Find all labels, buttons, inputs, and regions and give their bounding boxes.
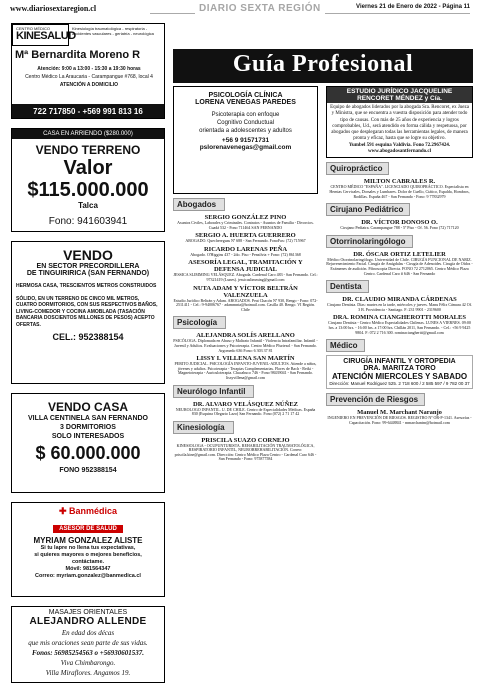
section-otorrino: Otorrinolaringólogo bbox=[326, 235, 413, 248]
precordillera-cel: CEL.: 952388154 bbox=[52, 332, 124, 342]
listing-entry bbox=[173, 232, 318, 244]
estudio-juridico-ad bbox=[326, 86, 473, 158]
ad-heading-1: PSICOLOGÍA CLÍNICA bbox=[208, 92, 283, 99]
listing-entry bbox=[173, 332, 318, 353]
ad-line-2: Cognitivo Conductual bbox=[216, 120, 275, 126]
section-kinesiologia: Kinesiología bbox=[173, 421, 234, 434]
section-medico: Médico bbox=[326, 339, 365, 352]
listing-name: DR. ALVARO VELÁSQUEZ NÚÑEZ bbox=[193, 400, 298, 408]
site-url[interactable]: www.diariosextaregion.cl bbox=[10, 4, 97, 13]
listing-details: PSICÓLOGA. Diplomada en Abuso y Maltrato Infantil - Violencia Intrafamiliar. Infantil - Juvenil y Adultos. Evaluaciones y Psicoterapia. Centro Médico Pluriesol - San Fernando. Argomedo 636 Fono: 6 303 37 81 bbox=[173, 338, 318, 353]
listing-name: DR. CLAUDIO MIRANDA CÁRDENAS bbox=[342, 296, 457, 304]
logo-big-text: KINESALUD bbox=[16, 30, 76, 42]
logo-small-text: CENTRO MÉDICO bbox=[16, 26, 50, 31]
listing-entry bbox=[173, 246, 318, 258]
listing-details: NEUROLOGO INFANTIL. U. DE CHILE. Centro de Especialidades Médicas. España 830 (Esquina Olegario Lazo) San Fernando. Fono (072) 2 71 17 42 bbox=[175, 406, 316, 417]
section-cirujano-pediatrico: Cirujano Pediátrico bbox=[326, 203, 410, 216]
ad-heading-2: LORENA VENEGAS PAREDES bbox=[195, 99, 296, 106]
newspaper-name: DIARIO SEXTA REGIÓN bbox=[195, 3, 325, 14]
banmedica-email: Correo: myriam.gonzalez@banmedica.cl bbox=[35, 573, 141, 579]
estudio-text: Equipo de abogados liderados por la abogada Sra. Rencoret, ex Jueza y Ministra, que se encuentra a vuestra disposición para atender todo tipo de causas. Con más de 25 años de experiencia y logros comprobables, Ud., será atendido en forma cálida y respetuosa, por abogados que desplegaran todas las herramientas legales, de manera pronta y eficaz, hasta que se logre su objetivo. bbox=[330, 105, 469, 142]
kine-phone: 722 717850 - +569 991 813 16 bbox=[12, 104, 164, 118]
listing-entry bbox=[326, 314, 473, 335]
masajes-heading: MASAJES ORIENTALES bbox=[48, 609, 128, 616]
medico-name: DRA. MARITZA TORO bbox=[363, 365, 436, 373]
estudio-heading: ESTUDIO JURÍDICO JACQUELINE RENCORET MÉNDEZ y Cía. bbox=[327, 87, 472, 103]
listing-name: RICARDO LARENAS PEÑA bbox=[203, 245, 288, 253]
location-line: DE TINGUIRIRICA (SAN FERNANDO) bbox=[26, 270, 150, 277]
listing-name: NUTA ADAM Y VÍCTOR BELTRÁN VALENZUELA bbox=[193, 284, 298, 299]
kinesalud-logo bbox=[12, 24, 76, 46]
asesor-name: MYRIAM GONZALEZ ALISTE bbox=[33, 536, 143, 545]
listing-details: PERITO JUDICIAL. PSICOLOGÍA INFANTO-JUVENIL-ADULTOS. Atiende a niños, jóvenes y adultos. Psicoterapia - Terapias Complementarias. Flores de Bach - Reiki - Magnetoterapia - Auriculoterapia. Chacabuco 746 - Fono 98439041 - San Fernando. lissyvillena@gmail.com bbox=[174, 361, 317, 380]
section-neurologo: Neurólogo Infantil bbox=[173, 385, 254, 398]
vendo-casa-phone: FONO 952388154 bbox=[59, 467, 117, 474]
psicologia-clinica-ad bbox=[173, 86, 318, 194]
ad-line-1: Psicoterapia con enfoque bbox=[211, 112, 280, 118]
listing-details: INGENIERO EN PREVENCIÓN DE RIESGOS. REGISTRO Nº OR-P-1341. Asesorías - Capacitación. Fono: 99-6448841 - mmarchantm@hotmail.com bbox=[327, 415, 472, 425]
listing-entry bbox=[173, 437, 318, 462]
guia-title: Guía Profesional bbox=[173, 49, 473, 83]
masajes-name: ALEJANDRO ALLENDE bbox=[29, 616, 147, 627]
section-dentista: Dentista bbox=[326, 280, 369, 293]
house-desc-2: SÓLIDO, EN UN TERRENO DE CINCO MIL METROS, CUATRO DORMITORIOS, CON SUS RESPECTIVOS BAÑOS, LIVING-COMEDOR Y COCINA AMOBLADA (TASACIÓN BANCARIA DOSCIENTOS MILLONES DE PESOS) ACEPTO OFERTAS. bbox=[16, 295, 158, 328]
terreno-phone: Fono: 941603941 bbox=[48, 216, 128, 227]
listing-name: PRISCILA SUAZO CORNEJO bbox=[201, 436, 290, 444]
vendo-casa-interested: SOLO INTERESADOS bbox=[51, 433, 125, 440]
sector-line: EN SECTOR PRECORDILLERA bbox=[36, 263, 140, 270]
banmedica-line-2: si quieres mayores o mejores beneficios, bbox=[34, 552, 142, 558]
terreno-price: Valor $115.000.000 bbox=[27, 157, 149, 201]
listing-name: DR. VÍCTOR DONOSO O. bbox=[361, 219, 438, 227]
terreno-ad bbox=[11, 128, 165, 232]
vendo-casa-ad bbox=[11, 393, 165, 493]
listing-entry bbox=[326, 219, 473, 231]
terreno-city: Talca bbox=[78, 201, 98, 210]
middle-column bbox=[173, 86, 318, 462]
estudio-web[interactable]: www.abogadosantfernando.cl bbox=[367, 149, 432, 155]
masajes-line-5: Villa Miraflores. Angamos 19. bbox=[45, 669, 131, 677]
section-quiropractico: Quiropráctico bbox=[326, 162, 389, 175]
vendo-heading: VENDO bbox=[63, 247, 113, 263]
listing-name: DRA. ROMINA CIANGHEROTTI MORALES bbox=[333, 314, 466, 322]
listing-details: Cirujano Dentista. Días: martes en la tarde, miércoles y jueves. Manu Félix Cámara 42 Of. 3 B. Providencia - Santiago. F: 231 9901 - 2319600 bbox=[326, 302, 473, 312]
left-column bbox=[11, 23, 165, 692]
vendo-casa-title: VENDO CASA bbox=[47, 400, 128, 414]
medico-ad bbox=[326, 355, 473, 389]
ad-email[interactable]: pslorenavenegas@gmail.com bbox=[199, 144, 292, 151]
ad-phone: +56 9 91571731 bbox=[221, 137, 270, 144]
masajes-phones: Fonos: 56985254563 o +56930601537. bbox=[31, 649, 145, 657]
terreno-title: VENDO TERRENO bbox=[35, 143, 141, 157]
vendo-casa-price: $ 60.000.000 bbox=[35, 443, 141, 463]
medico-attention: ATENCIÓN MIERCOLES Y SABADO bbox=[331, 372, 468, 382]
vendo-casa-villa: VILLA CENTINELA SAN FERNANDO bbox=[27, 415, 149, 422]
section-prevencion: Prevención de Riesgos bbox=[326, 393, 425, 406]
precordillera-ad bbox=[11, 241, 165, 384]
kine-attention: ATENCIÓN A DOMICILIO bbox=[59, 82, 119, 88]
kinesalud-ad bbox=[11, 23, 165, 119]
listing-entry bbox=[173, 259, 318, 282]
listing-entry bbox=[173, 355, 318, 380]
banmedica-brand: Banmédica bbox=[69, 506, 118, 516]
listing-name: LISSY I. VILLENA SAN MARTÍN bbox=[196, 355, 295, 363]
section-abogados: Abogados bbox=[173, 198, 225, 211]
listing-name: ASESORÍA LEGAL, TRAMITACIÓN Y DEFENSA JUDICIAL bbox=[188, 259, 303, 274]
listing-name: DR. ÓSCAR ORTIZ LETELIER bbox=[353, 250, 446, 258]
masajes-line-1: En edad dos décas bbox=[61, 629, 115, 637]
listing-entry bbox=[326, 296, 473, 312]
listing-name: SERGIO A. HUERTA GUERRERO bbox=[195, 232, 296, 240]
medico-address: Dirección: Manuel Rodriguez 525. 2 718 600 / 2 585 597 / 9 782 00 37 bbox=[329, 381, 470, 387]
listing-entry bbox=[173, 285, 318, 313]
listing-entry bbox=[326, 178, 473, 199]
listing-entry bbox=[326, 409, 473, 425]
listing-details: Estudio Jurídico Beltrán y Adam. ABOGADOS. Peat Chacón Nº 930, Rengo - Fono: 072-2511411 - Cel.: 9-94006767 · adammnta@hotmail.com. Casilla 40. Rengo. VI Región. Chile bbox=[173, 297, 318, 312]
banmedica-logo bbox=[12, 506, 164, 517]
estudio-phone: Yumbel 591 esquina Valdivia. Fono 72.2967424. bbox=[348, 142, 451, 148]
listing-name: Manuel M. Marchant Naranjo bbox=[357, 409, 442, 417]
listing-name: ALEJANDRA SOLÍS ARELLANO bbox=[196, 332, 295, 340]
listing-details: Médico Otorrinolaringólogo. Universidad de Chile. CIRUGÍA FUNCIONAL DE NARIZ. Rejuvenecimiento Facial. Cirugía de Amígdalas - Cirugía de Adenoides. Cirugía de Oídos - Exámenes de audición. Fibroscopia Directa. FONO 72 2712065. Centro Médico Plaza Centro. Cardenal Caro # 646 - San Fernando bbox=[326, 256, 473, 276]
casa-arriendo-bar: CASA EN ARRIENDO ($280.000) bbox=[12, 129, 164, 139]
vendo-casa-rooms: 3 DORMITORIOS bbox=[60, 424, 116, 431]
listing-entry bbox=[173, 214, 318, 230]
banmedica-icon: ✚ bbox=[58, 506, 69, 516]
kine-description: Kinesiología traumatológica - respiratoria - accidentes vasculares - geriatría - neurológica bbox=[72, 26, 154, 36]
masajes-ad bbox=[11, 606, 165, 683]
banmedica-mobile: Móvil: 981564347 bbox=[65, 566, 111, 572]
listing-details: KINESIOLOGA - OCUPUNTURISTA. REHABILITACIÓN TRAUMATOLÓGICA, RESPIRATORIO INFANTIL, NEURORREHABILITACIÓN. Correo: priscila.kine@gmail.com. Dirección: Centro Médico Plaza Centro - Cardenal Caro 646 - San Fernando - Fono: 975877584 bbox=[174, 442, 317, 462]
asesor-bar: ASESOR DE SALUD bbox=[53, 525, 123, 533]
banmedica-line-1: Si tu lapre no llena tus expectativas, bbox=[40, 545, 136, 551]
house-desc-1: HERMOSA CASA, TRESCIENTOS METROS CONSTRUIDOS bbox=[16, 283, 157, 289]
listing-details: ABOGADO. Quechereguas Nº 688 - San Fernando. FonoFax: (72) 715967 bbox=[185, 238, 306, 244]
banmedica-ad bbox=[11, 502, 165, 597]
kine-name: Mª Bernardita Moreno R bbox=[15, 49, 141, 61]
kine-address: Centro Médico La Araucaria - Carampangue #768, local 4 bbox=[25, 74, 153, 80]
listing-details: JESSICA SLIMMING VELÁSQUEZ. Abogada. Cardenal Caro 483 - San Fernando. Cel.: 97321419 (Lunes). jessicaslimming@gmail.com bbox=[173, 272, 318, 282]
masajes-line-2: que mis oraciones sean parte de sus vidas. bbox=[28, 639, 148, 647]
listing-entry bbox=[326, 251, 473, 276]
section-psicologia: Psicología bbox=[173, 316, 226, 329]
listing-details: Asuntos Civiles, Laborales y Criminales. Contratos - Asuntos de Familia - Divorcios. Cuadá 532 - Fono 711464 SAN FERNANDO bbox=[177, 220, 314, 230]
listing-entry bbox=[173, 401, 318, 417]
kine-hours: Atención: 9:00 a 13:00 - 15:30 a 19:30 horas bbox=[37, 66, 141, 72]
listing-details: Cirujano Pediatra. Carampangue 788 - 5º Piso - Of. 56. Fono (72) 717120 bbox=[340, 225, 459, 231]
banmedica-line-3: contáctame. bbox=[71, 559, 105, 565]
listing-details: Cirujano Dentista - Centro Médico Especialidades Chilenas. LUNES A VIERNES. 09:00 hrs. a 13:00 hrs. - 16:00 hrs. a 17:00 hrs. Chillán 2011, San Fernando. - Cel.: +56 9 9425 9804. F: 072 2 716 300. rominacianghertti@gmail.com bbox=[328, 320, 471, 335]
listing-details: Abogado. O'Higgins 437 - 2do. Piso - Pensilvia + Fono: (72) 861368 bbox=[190, 251, 301, 257]
ad-line-3: orientada a adolescentes y adultos bbox=[199, 128, 292, 134]
listing-details: CENTRO MÉDICO "ESPAÑA". LICENCIADO QUIROPRÁCTICO. Especialista en Hernias Cervicales, Dorsales y Lumbares. Dolor de Cuello, Ciático, Espalda, Hombros, Rodillas. España 467 - San Fernando - Fono: 9 77832979 bbox=[329, 184, 470, 199]
listing-name: SERGIO GONZÁLEZ PINO bbox=[204, 214, 287, 221]
masajes-line-4: Viva Chimbarongo. bbox=[60, 659, 116, 667]
right-column bbox=[326, 86, 473, 425]
medico-specialty: CIRUGÍA INFANTIL Y ORTOPEDIA bbox=[343, 358, 456, 366]
page-date: Viernes 21 de Enero de 2022 - Página 11 bbox=[353, 4, 470, 10]
listing-name: MILTON CABRALES R. bbox=[363, 178, 436, 186]
